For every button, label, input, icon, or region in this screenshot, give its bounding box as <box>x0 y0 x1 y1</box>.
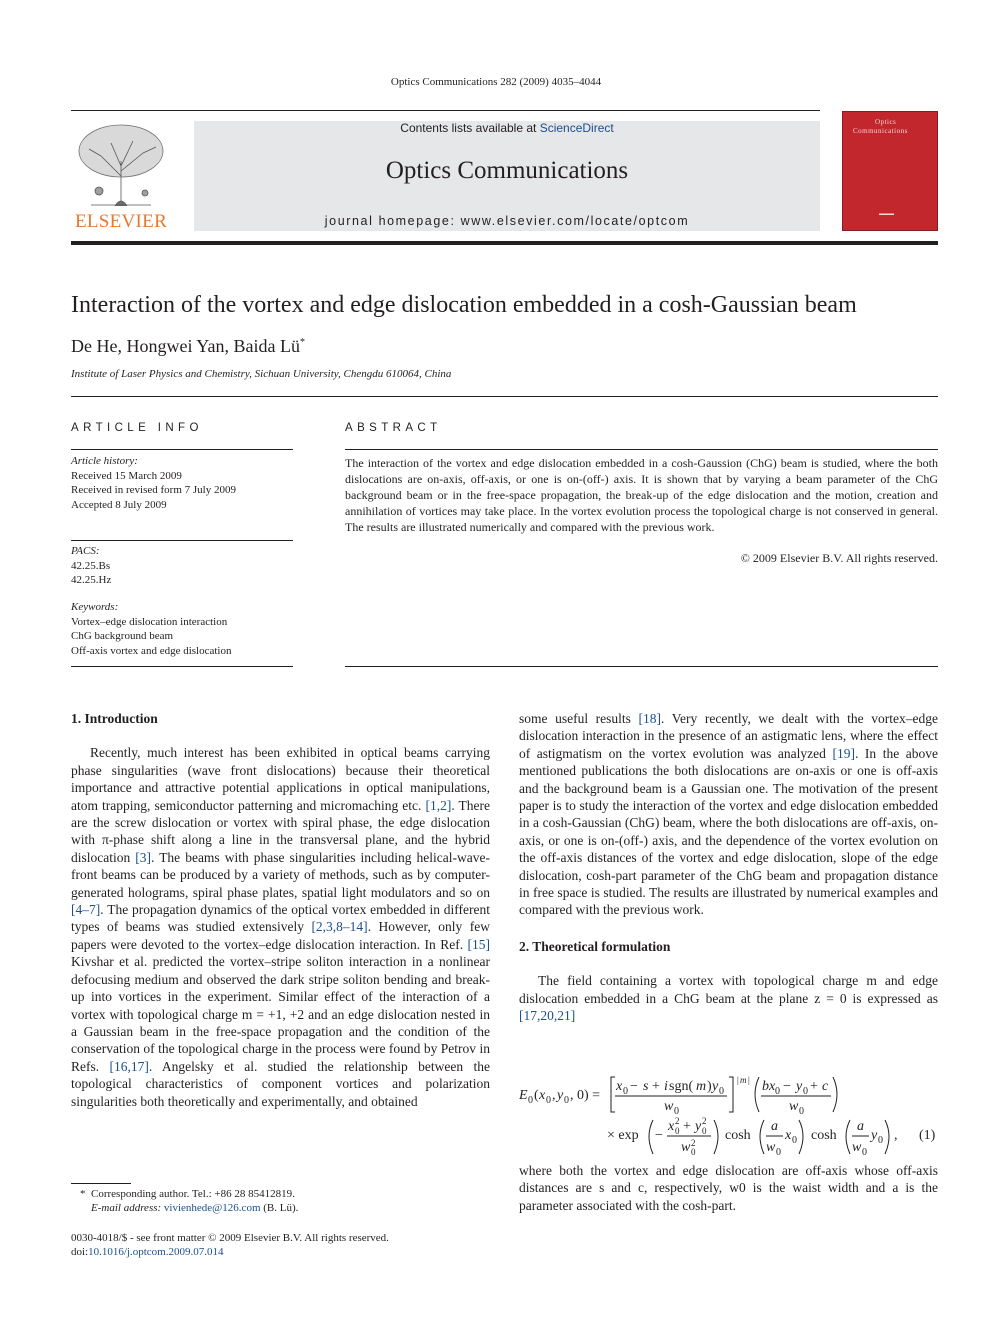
abstract-rule <box>345 449 938 450</box>
article-info-heading: ARTICLE INFO <box>71 422 203 434</box>
svg-text:0: 0 <box>878 1135 883 1146</box>
section-heading-introduction: 1. Introduction <box>71 711 158 726</box>
pacs-rule <box>71 540 293 541</box>
section-heading-theory: 2. Theoretical formulation <box>519 938 671 954</box>
theory-paragraph: The field containing a vortex with topological charge m and edge dislocation embedded in a ChG beam at the plane z = 0 is expressed as [17,20,21] <box>519 973 938 1024</box>
svg-text:, 0) =: , 0) = <box>570 1088 601 1103</box>
svg-text:x: x <box>616 1079 623 1094</box>
header-thick-rule <box>71 241 938 245</box>
svg-text:w: w <box>852 1140 862 1155</box>
cover-title: Optics Communications <box>853 118 908 135</box>
svg-text:a: a <box>857 1119 864 1134</box>
keywords: Keywords: Vortex–edge dislocation interaction ChG background beam Off-axis vortex and edge dislocation <box>71 601 232 657</box>
svg-text:x: x <box>668 1119 675 1134</box>
journal-header-box <box>194 121 820 231</box>
abstract-bottom-rule <box>345 666 938 667</box>
article-title: Interaction of the vortex and edge dislocation embedded in a cosh-Gaussian beam <box>71 292 857 318</box>
svg-text:,: , <box>894 1128 898 1143</box>
svg-text:−: − <box>783 1079 791 1094</box>
svg-text:cosh: cosh <box>811 1128 837 1143</box>
svg-text:× exp: × exp <box>607 1128 639 1143</box>
svg-text:cosh: cosh <box>725 1128 751 1143</box>
svg-text:2: 2 <box>702 1116 707 1126</box>
journal-title: Optics Communications <box>385 157 629 184</box>
footnote: * Corresponding author. Tel.: +86 28 85412819. E-mail address: vivienhede@126.com (B. Lü). <box>80 1188 299 1214</box>
history-received: Received 15 March 2009 <box>71 469 182 482</box>
svg-text:2: 2 <box>691 1138 696 1148</box>
svg-text:w: w <box>664 1099 674 1114</box>
intro-paragraph: Recently, much interest has been exhibited in optical beams carrying phase singularities (wave front dislocations) because their theoretical importance and attractive potential applications in optical manipulations, atom trapping, semiconductor patterning and micromaching etc. [1,2]. There are the screw dislocation or vortex with spiral phase, the edge dislocation with π-phase shift along a line in the transversal plane, and the hybrid dislocation [3]. The beams with phase singularities including helical-wave-front beams can be produced by a variety of methods, such as by computer-generated holograms, spiral phase plates, spatial light modulators and so on [4–7]. The propagation dynamics of the optical vortex embedded in different types of beams was studied extensively [2,3,8–14]. However, only few papers were devoted to the vortex–edge dislocation interaction. In Ref. [15] Kivshar et al. predicted the vortex–stripe soliton interaction in a nonlinear defocusing medium and observed the dark stripe soliton bending and break-up into vortices in the experiment. Similar effect of the interaction of a vortex with topological charge m = +1, +2 and an edge dislocation nested in a Gaussian beam in the free-space propagation and the condition of the conservation of the topological charge in the process were found by Petrov in Refs. [16,17]. Angelsky et al. studied the relationship between the topological characteristics of component vortices and polarization singularities both theoretically and experimentally, and obtained <box>71 745 491 1109</box>
svg-text:0: 0 <box>775 1086 780 1097</box>
footnote-rule <box>71 1183 131 1184</box>
svg-text:w: w <box>766 1140 776 1155</box>
svg-text:i: i <box>664 1079 668 1094</box>
svg-text:(: ( <box>534 1088 539 1103</box>
svg-text:bx: bx <box>762 1079 776 1094</box>
svg-text:0: 0 <box>719 1086 724 1097</box>
journal-citation: Optics Communications 282 (2009) 4035–4044 <box>390 76 602 88</box>
pacs-codes: PACS: 42.25.Bs 42.25.Hz <box>71 545 112 586</box>
history-revised: Received in revised form 7 July 2009 <box>71 484 236 496</box>
svg-text:−: − <box>655 1128 663 1143</box>
svg-text:): ) <box>707 1079 712 1094</box>
svg-text:0: 0 <box>623 1086 628 1097</box>
left-column <box>71 710 490 1110</box>
svg-text:sgn(: sgn( <box>669 1079 694 1094</box>
svg-text:0: 0 <box>675 1126 680 1136</box>
right-column <box>519 710 938 1025</box>
svg-text:x: x <box>785 1128 792 1143</box>
svg-text:,: , <box>552 1088 556 1103</box>
title-rule <box>71 396 938 397</box>
contents-line: Contents lists available at ScienceDirect <box>400 121 614 135</box>
history-accepted: Accepted 8 July 2009 <box>71 498 167 511</box>
doi-link[interactable]: 10.1016/j.optcom.2009.07.014 <box>88 1246 224 1258</box>
svg-text:2: 2 <box>675 1116 680 1126</box>
svg-text:0: 0 <box>546 1095 551 1106</box>
affiliation: Institute of Laser Physics and Chemistry, Sichuan University, Chengdu 610064, China <box>71 368 452 380</box>
email-link[interactable]: vivienhede@126.com <box>163 1202 261 1214</box>
svg-text:E: E <box>519 1088 528 1103</box>
ref-link[interactable]: [17,20,21] <box>519 1008 576 1024</box>
svg-text:|: | <box>737 1075 739 1085</box>
svg-text:w: w <box>789 1099 799 1114</box>
svg-text:y: y <box>557 1088 564 1103</box>
footnote-mark: * <box>80 1188 86 1200</box>
elsevier-wordmark: ELSEVIER <box>74 211 168 232</box>
ref-link[interactable]: [3] <box>135 849 152 865</box>
intro-paragraph-cont: some useful results [18]. Very recently, we dealt with the vortex–edge dislocation interaction in the presence of an astigmatic lens, where the effect of astigmatism on the vortex evolution was analyzed [19]. In the above mentioned publications the both dislocations are on-axis or one is off-axis and the background beam is a Gaussian one. The motivation of the present paper is to study the interaction of the vortex and edge dislocation embedded in a cosh-Gaussian (ChG) beam, where the both dislocations are off-axis, on-axis, or one is on-(off-) axis, and the dependence of the vortex evolution on the off-axis distances of the vortex and edge dislocation, slope of the edge dislocation, cosh-part parameter of the ChG beam and propagation distance in free space is studied. The results are illustrated by numerical examples and compared with the previous work. <box>519 711 938 918</box>
top-rule <box>71 110 820 111</box>
ref-link[interactable]: [4–7] <box>71 902 101 918</box>
abstract-heading: ABSTRACT <box>345 422 442 434</box>
author-list: De He, Hongwei Yan, Baida Lü* <box>71 336 305 356</box>
svg-text:+: + <box>652 1079 660 1094</box>
svg-text:0: 0 <box>792 1135 797 1146</box>
svg-text:y: y <box>871 1128 878 1143</box>
issn-line: 0030-4018/$ - see front matter © 2009 Elsevier B.V. All rights reserved. <box>71 1232 389 1244</box>
svg-text:c: c <box>822 1079 829 1094</box>
svg-text:0: 0 <box>528 1095 533 1106</box>
svg-text:−: − <box>630 1079 638 1094</box>
svg-text:0: 0 <box>799 1106 804 1117</box>
svg-text:s: s <box>643 1079 649 1094</box>
svg-text:+: + <box>810 1079 818 1094</box>
cover-publisher-mark: ▬▬▬ <box>879 212 894 217</box>
svg-text:w: w <box>681 1140 691 1155</box>
svg-text:|: | <box>748 1075 750 1085</box>
abstract-copyright: © 2009 Elsevier B.V. All rights reserved. <box>740 551 938 565</box>
journal-homepage[interactable]: journal homepage: www.elsevier.com/locate/optcom <box>324 214 690 228</box>
article-history: Article history: Received 15 March 2009 Received in revised form 7 July 2009 Accepted 8 July 2009 <box>71 454 293 512</box>
article-info-rule <box>71 449 293 450</box>
svg-text:y: y <box>796 1079 803 1094</box>
equation-1 <box>519 1072 938 1160</box>
svg-text:+: + <box>683 1119 691 1134</box>
svg-text:y: y <box>712 1079 719 1094</box>
ref-link[interactable]: [18] <box>638 711 662 726</box>
equation-number: (1) <box>919 1128 936 1143</box>
ref-link[interactable]: [19] <box>832 745 855 761</box>
ref-link[interactable]: [15] <box>467 936 490 952</box>
doi-line: doi:10.1016/j.optcom.2009.07.014 <box>71 1246 224 1258</box>
svg-text:m: m <box>740 1075 747 1085</box>
ref-link[interactable]: [2,3,8–14] <box>311 919 368 935</box>
svg-text:0: 0 <box>691 1147 696 1157</box>
abstract-text: The interaction of the vortex and edge dislocation embedded in a cosh-Gaussion (ChG) beam is studied, where the both dislocations are on-axis, off-axis, or one is on-(off-) axis. It is shown that by varying a beam parameter of the ChG background beam or in the free-space propagation, the break-up of the edge dislocation and the motion, creation and annihilation of vortices may take place. In the vortex evolution process the topological charge is not conserved in general. The results are illustrated numerically and compared with the previous work. <box>345 456 938 534</box>
svg-text:0: 0 <box>564 1095 569 1106</box>
svg-text:0: 0 <box>803 1086 808 1097</box>
svg-text:y: y <box>695 1119 702 1134</box>
svg-text:a: a <box>771 1119 778 1134</box>
ref-link[interactable]: [16,17] <box>109 1058 149 1074</box>
ref-link[interactable]: [1,2] <box>425 797 452 813</box>
corresponding-author-mark[interactable]: * <box>299 337 305 348</box>
front-matter <box>71 1231 490 1259</box>
svg-text:0: 0 <box>702 1126 707 1136</box>
svg-text:0: 0 <box>776 1147 781 1158</box>
svg-text:x: x <box>539 1088 546 1103</box>
sciencedirect-link[interactable]: ScienceDirect <box>539 121 614 135</box>
svg-text:0: 0 <box>862 1147 867 1158</box>
svg-text:m: m <box>696 1079 707 1094</box>
svg-text:0: 0 <box>674 1106 679 1117</box>
elsevier-tree-logo <box>71 121 171 211</box>
keywords-rule <box>71 666 293 667</box>
journal-cover-thumbnail <box>842 111 938 231</box>
after-equation-text: where both the vortex and edge dislocation are off-axis whose off-axis distances are s and c, respectively, w0 is the waist width and a is the parameter associated with the cosh-part. <box>519 1163 938 1213</box>
